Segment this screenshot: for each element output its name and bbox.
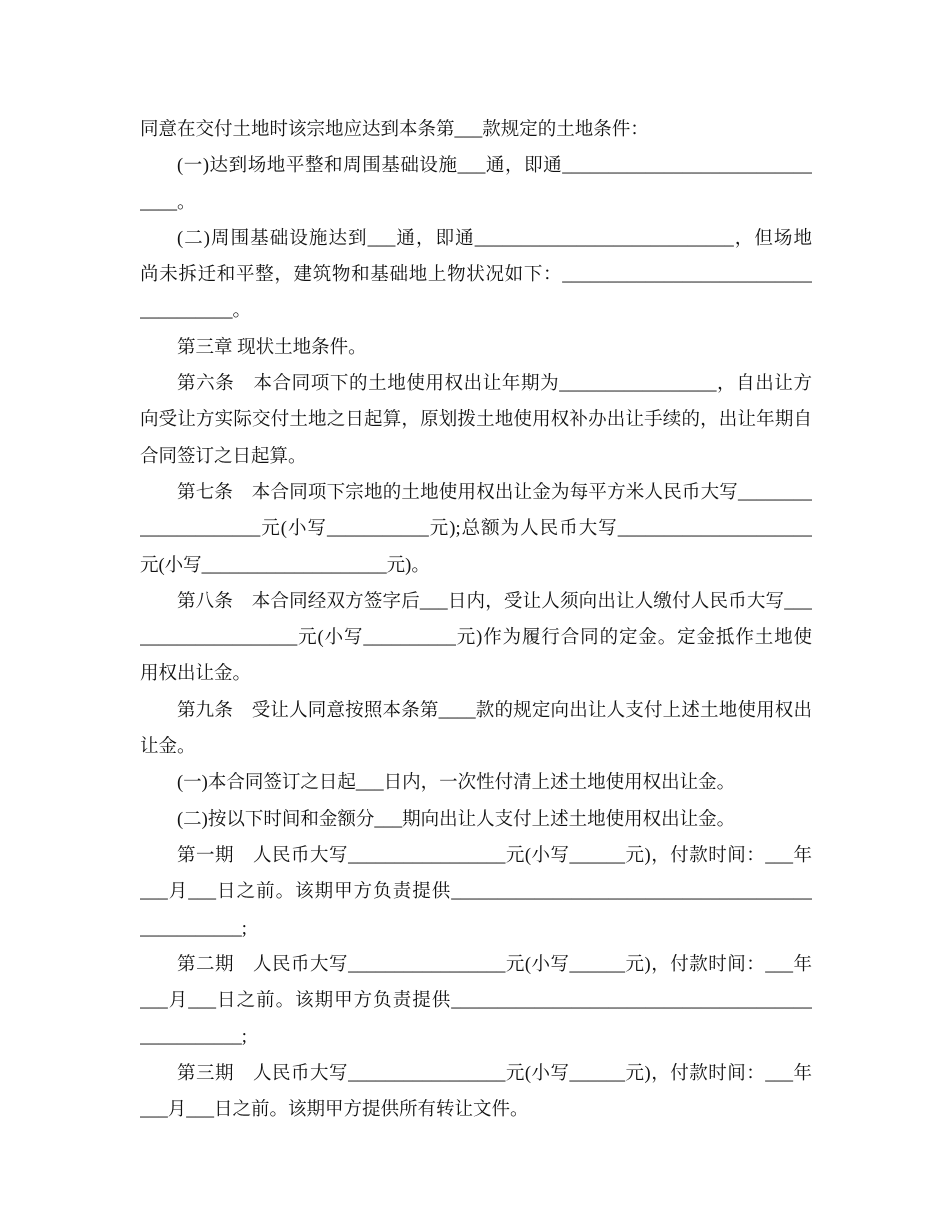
text-line: (一)本合同签订之日起___日内，一次性付清上述土地使用权出让金。 <box>177 773 736 794</box>
chapter-3-heading <box>140 330 812 366</box>
text-line: 让金。 <box>140 737 196 758</box>
payment-option-1-paragraph <box>140 765 812 801</box>
article-9-paragraph <box>140 693 812 766</box>
text-line: 第六条 本合同项下的土地使用权出让年期为_________________，自出让方 <box>177 374 812 395</box>
condition-option-1-paragraph <box>140 148 812 221</box>
text-line: ___________; <box>140 1027 247 1048</box>
text-line: ___月___日之前。该期甲方负责提供_______________________________________ <box>140 882 812 903</box>
article-6-paragraph <box>140 366 812 475</box>
text-line: 第九条 受让人同意按照本条第____款的规定向出让人支付上述土地使用权出 <box>177 700 812 721</box>
text-line: 第一期 人民币大写_________________元(小写______元)，付款时间：___年 <box>177 845 812 866</box>
text-line: 第八条 本合同经双方签字后___日内，受让人须向出让人缴付人民币大写___ <box>177 591 812 612</box>
text-line: 第三章 现状土地条件。 <box>177 337 367 358</box>
text-line: 合同签订之日起算。 <box>140 446 307 467</box>
text-line: ___月___日之前。该期甲方提供所有转让文件。 <box>140 1100 529 1121</box>
installment-3-paragraph <box>140 1056 812 1129</box>
text-line: (一)达到场地平整和周围基础设施___通，即通___________________________ <box>177 156 812 177</box>
text-line: (二)按以下时间和金额分___期向出让人支付上述土地使用权出让金。 <box>177 809 736 830</box>
text-line: __________。 <box>140 301 252 322</box>
article-7-paragraph <box>140 475 812 584</box>
text-line: 同意在交付土地时该宗地应达到本条第___款规定的土地条件： <box>140 120 649 140</box>
installment-1-paragraph <box>140 838 812 947</box>
text-line: ____。 <box>140 192 196 213</box>
condition-option-2-paragraph <box>140 221 812 330</box>
text-line: _____________元(小写___________元);总额为人民币大写_____________________ <box>140 519 812 540</box>
text-line: 向受让方实际交付土地之日起算，原划拨土地使用权补办出让手续的，出让年期自 <box>140 410 812 431</box>
text-line: 第三期 人民币大写_________________元(小写______元)，付款时间：___年 <box>177 1063 812 1084</box>
text-line: 元(小写____________________元)。 <box>140 555 430 576</box>
text-line: 用权出让金。 <box>140 664 252 685</box>
land-condition-intro-paragraph <box>140 112 812 148</box>
text-line: _________________元(小写__________元)作为履行合同的定金。定金抵作土地使 <box>140 628 812 649</box>
text-line: 第七条 本合同项下宗地的土地使用权出让金为每平方米人民币大写________ <box>177 482 812 503</box>
installment-2-paragraph <box>140 947 812 1056</box>
contract-body <box>140 112 812 1128</box>
text-line: ___月___日之前。该期甲方负责提供_______________________________________ <box>140 991 812 1012</box>
payment-option-2-paragraph <box>140 802 812 838</box>
text-line: (二)周围基础设施达到___通，即通____________________________，但场地 <box>177 228 812 249</box>
text-line: ___________; <box>140 918 247 939</box>
article-8-paragraph <box>140 584 812 693</box>
text-line: 尚未拆迁和平整，建筑物和基础地上物状况如下：___________________________ <box>140 265 812 286</box>
text-line: 第二期 人民币大写_________________元(小写______元)，付款时间：___年 <box>177 954 812 975</box>
